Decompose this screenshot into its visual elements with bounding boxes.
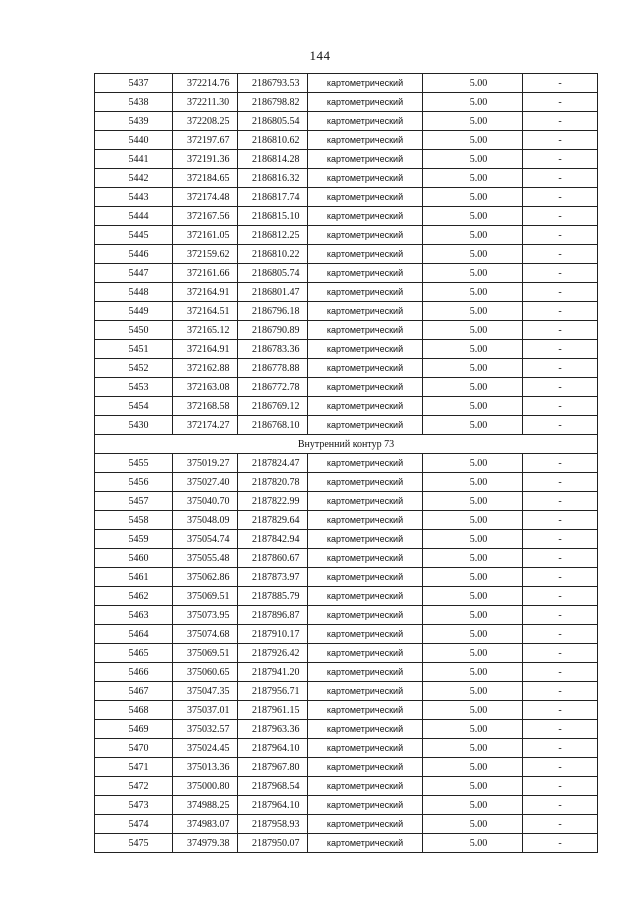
method-cell: картометрический [308, 93, 423, 112]
y-coordinate-cell: 2187829.64 [238, 511, 308, 530]
method-cell: картометрический [308, 321, 423, 340]
table-row [95, 701, 598, 720]
error-cell: 5.00 [423, 131, 523, 150]
note-cell: - [523, 264, 598, 283]
error-cell: 5.00 [423, 549, 523, 568]
table-row [95, 93, 598, 112]
error-cell: 5.00 [423, 302, 523, 321]
x-coordinate-cell: 372191.36 [173, 150, 238, 169]
point-number-cell: 5453 [95, 378, 173, 397]
method-cell: картометрический [308, 150, 423, 169]
table-row [95, 511, 598, 530]
point-number-cell: 5466 [95, 663, 173, 682]
x-coordinate-cell: 375069.51 [173, 644, 238, 663]
y-coordinate-cell: 2186816.32 [238, 169, 308, 188]
x-coordinate-cell: 375019.27 [173, 454, 238, 473]
method-cell: картометрический [308, 283, 423, 302]
method-cell: картометрический [308, 644, 423, 663]
table-row [95, 739, 598, 758]
table-row [95, 188, 598, 207]
note-cell: - [523, 397, 598, 416]
method-cell: картометрический [308, 74, 423, 93]
x-coordinate-cell: 372168.58 [173, 397, 238, 416]
error-cell: 5.00 [423, 568, 523, 587]
x-coordinate-cell: 375013.36 [173, 758, 238, 777]
note-cell: - [523, 226, 598, 245]
method-cell: картометрический [308, 131, 423, 150]
table-row [95, 492, 598, 511]
error-cell: 5.00 [423, 264, 523, 283]
error-cell: 5.00 [423, 492, 523, 511]
error-cell: 5.00 [423, 834, 523, 853]
note-cell: - [523, 131, 598, 150]
point-number-cell: 5441 [95, 150, 173, 169]
point-number-cell: 5443 [95, 188, 173, 207]
note-cell: - [523, 188, 598, 207]
point-number-cell: 5447 [95, 264, 173, 283]
table-row [95, 74, 598, 93]
error-cell: 5.00 [423, 226, 523, 245]
y-coordinate-cell: 2186783.36 [238, 340, 308, 359]
method-cell: картометрический [308, 492, 423, 511]
method-cell: картометрический [308, 226, 423, 245]
table-row [95, 473, 598, 492]
point-number-cell: 5469 [95, 720, 173, 739]
table-row [95, 416, 598, 435]
y-coordinate-cell: 2187958.93 [238, 815, 308, 834]
x-coordinate-cell: 372165.12 [173, 321, 238, 340]
point-number-cell: 5452 [95, 359, 173, 378]
section-header-row [95, 435, 598, 454]
y-coordinate-cell: 2187964.10 [238, 739, 308, 758]
method-cell: картометрический [308, 397, 423, 416]
method-cell: картометрический [308, 188, 423, 207]
method-cell: картометрический [308, 340, 423, 359]
point-number-cell: 5458 [95, 511, 173, 530]
note-cell: - [523, 340, 598, 359]
x-coordinate-cell: 375074.68 [173, 625, 238, 644]
table-row [95, 549, 598, 568]
x-coordinate-cell: 375027.40 [173, 473, 238, 492]
note-cell: - [523, 416, 598, 435]
note-cell: - [523, 777, 598, 796]
section-title: Внутренний контур 73 [95, 435, 598, 454]
table-row [95, 112, 598, 131]
table-row [95, 245, 598, 264]
point-number-cell: 5467 [95, 682, 173, 701]
point-number-cell: 5471 [95, 758, 173, 777]
x-coordinate-cell: 375040.70 [173, 492, 238, 511]
point-number-cell: 5442 [95, 169, 173, 188]
table-row [95, 378, 598, 397]
method-cell: картометрический [308, 587, 423, 606]
error-cell: 5.00 [423, 701, 523, 720]
x-coordinate-cell: 372208.25 [173, 112, 238, 131]
y-coordinate-cell: 2186801.47 [238, 283, 308, 302]
method-cell: картометрический [308, 112, 423, 131]
x-coordinate-cell: 372174.48 [173, 188, 238, 207]
method-cell: картометрический [308, 739, 423, 758]
method-cell: картометрический [308, 549, 423, 568]
x-coordinate-cell: 372162.88 [173, 359, 238, 378]
error-cell: 5.00 [423, 758, 523, 777]
error-cell: 5.00 [423, 283, 523, 302]
point-number-cell: 5463 [95, 606, 173, 625]
table-row [95, 606, 598, 625]
note-cell: - [523, 207, 598, 226]
y-coordinate-cell: 2186798.82 [238, 93, 308, 112]
error-cell: 5.00 [423, 587, 523, 606]
point-number-cell: 5430 [95, 416, 173, 435]
x-coordinate-cell: 372167.56 [173, 207, 238, 226]
x-coordinate-cell: 372164.91 [173, 283, 238, 302]
point-number-cell: 5474 [95, 815, 173, 834]
y-coordinate-cell: 2187963.36 [238, 720, 308, 739]
point-number-cell: 5464 [95, 625, 173, 644]
x-coordinate-cell: 375000.80 [173, 777, 238, 796]
point-number-cell: 5439 [95, 112, 173, 131]
error-cell: 5.00 [423, 511, 523, 530]
point-number-cell: 5455 [95, 454, 173, 473]
error-cell: 5.00 [423, 188, 523, 207]
x-coordinate-cell: 372164.51 [173, 302, 238, 321]
y-coordinate-cell: 2187873.97 [238, 568, 308, 587]
method-cell: картометрический [308, 416, 423, 435]
method-cell: картометрический [308, 473, 423, 492]
table-row [95, 758, 598, 777]
y-coordinate-cell: 2187885.79 [238, 587, 308, 606]
note-cell: - [523, 112, 598, 131]
point-number-cell: 5440 [95, 131, 173, 150]
note-cell: - [523, 625, 598, 644]
y-coordinate-cell: 2186796.18 [238, 302, 308, 321]
x-coordinate-cell: 375054.74 [173, 530, 238, 549]
page-number: 144 [309, 48, 331, 63]
x-coordinate-cell: 375062.86 [173, 568, 238, 587]
table-row [95, 169, 598, 188]
note-cell: - [523, 245, 598, 264]
y-coordinate-cell: 2187956.71 [238, 682, 308, 701]
table-row [95, 340, 598, 359]
y-coordinate-cell: 2187910.17 [238, 625, 308, 644]
y-coordinate-cell: 2187820.78 [238, 473, 308, 492]
point-number-cell: 5462 [95, 587, 173, 606]
method-cell: картометрический [308, 720, 423, 739]
error-cell: 5.00 [423, 112, 523, 131]
table-row [95, 663, 598, 682]
x-coordinate-cell: 374983.07 [173, 815, 238, 834]
note-cell: - [523, 682, 598, 701]
point-number-cell: 5468 [95, 701, 173, 720]
method-cell: картометрический [308, 606, 423, 625]
method-cell: картометрический [308, 701, 423, 720]
table-row [95, 226, 598, 245]
note-cell: - [523, 701, 598, 720]
error-cell: 5.00 [423, 397, 523, 416]
note-cell: - [523, 511, 598, 530]
y-coordinate-cell: 2186810.62 [238, 131, 308, 150]
y-coordinate-cell: 2186768.10 [238, 416, 308, 435]
error-cell: 5.00 [423, 530, 523, 549]
y-coordinate-cell: 2186769.12 [238, 397, 308, 416]
table-row [95, 682, 598, 701]
error-cell: 5.00 [423, 739, 523, 758]
table-row [95, 796, 598, 815]
method-cell: картометрический [308, 625, 423, 644]
point-number-cell: 5451 [95, 340, 173, 359]
coordinates-table [94, 73, 598, 853]
y-coordinate-cell: 2187860.67 [238, 549, 308, 568]
error-cell: 5.00 [423, 359, 523, 378]
x-coordinate-cell: 375073.95 [173, 606, 238, 625]
y-coordinate-cell: 2186805.54 [238, 112, 308, 131]
method-cell: картометрический [308, 568, 423, 587]
x-coordinate-cell: 372161.05 [173, 226, 238, 245]
y-coordinate-cell: 2186812.25 [238, 226, 308, 245]
x-coordinate-cell: 372214.76 [173, 74, 238, 93]
x-coordinate-cell: 372197.67 [173, 131, 238, 150]
method-cell: картометрический [308, 777, 423, 796]
table-row [95, 777, 598, 796]
note-cell: - [523, 150, 598, 169]
x-coordinate-cell: 375048.09 [173, 511, 238, 530]
method-cell: картометрический [308, 758, 423, 777]
y-coordinate-cell: 2187824.47 [238, 454, 308, 473]
y-coordinate-cell: 2186772.78 [238, 378, 308, 397]
point-number-cell: 5437 [95, 74, 173, 93]
method-cell: картометрический [308, 834, 423, 853]
point-number-cell: 5438 [95, 93, 173, 112]
x-coordinate-cell: 372161.66 [173, 264, 238, 283]
error-cell: 5.00 [423, 815, 523, 834]
note-cell: - [523, 359, 598, 378]
y-coordinate-cell: 2186805.74 [238, 264, 308, 283]
table-row [95, 302, 598, 321]
point-number-cell: 5450 [95, 321, 173, 340]
method-cell: картометрический [308, 815, 423, 834]
table-row [95, 815, 598, 834]
error-cell: 5.00 [423, 169, 523, 188]
note-cell: - [523, 739, 598, 758]
error-cell: 5.00 [423, 93, 523, 112]
method-cell: картометрический [308, 378, 423, 397]
table-row [95, 644, 598, 663]
note-cell: - [523, 720, 598, 739]
note-cell: - [523, 549, 598, 568]
note-cell: - [523, 568, 598, 587]
error-cell: 5.00 [423, 663, 523, 682]
point-number-cell: 5473 [95, 796, 173, 815]
x-coordinate-cell: 372163.08 [173, 378, 238, 397]
error-cell: 5.00 [423, 777, 523, 796]
error-cell: 5.00 [423, 150, 523, 169]
method-cell: картометрический [308, 796, 423, 815]
note-cell: - [523, 169, 598, 188]
error-cell: 5.00 [423, 321, 523, 340]
point-number-cell: 5465 [95, 644, 173, 663]
point-number-cell: 5459 [95, 530, 173, 549]
y-coordinate-cell: 2187842.94 [238, 530, 308, 549]
table-row [95, 207, 598, 226]
error-cell: 5.00 [423, 340, 523, 359]
x-coordinate-cell: 375047.35 [173, 682, 238, 701]
point-number-cell: 5454 [95, 397, 173, 416]
point-number-cell: 5445 [95, 226, 173, 245]
x-coordinate-cell: 374988.25 [173, 796, 238, 815]
y-coordinate-cell: 2186778.88 [238, 359, 308, 378]
y-coordinate-cell: 2186815.10 [238, 207, 308, 226]
note-cell: - [523, 587, 598, 606]
method-cell: картометрический [308, 454, 423, 473]
note-cell: - [523, 663, 598, 682]
method-cell: картометрический [308, 511, 423, 530]
error-cell: 5.00 [423, 74, 523, 93]
point-number-cell: 5448 [95, 283, 173, 302]
y-coordinate-cell: 2187896.87 [238, 606, 308, 625]
note-cell: - [523, 606, 598, 625]
coordinates-table-body [95, 74, 598, 853]
note-cell: - [523, 473, 598, 492]
point-number-cell: 5446 [95, 245, 173, 264]
table-row [95, 587, 598, 606]
point-number-cell: 5444 [95, 207, 173, 226]
note-cell: - [523, 321, 598, 340]
error-cell: 5.00 [423, 625, 523, 644]
note-cell: - [523, 834, 598, 853]
table-row [95, 720, 598, 739]
y-coordinate-cell: 2186817.74 [238, 188, 308, 207]
note-cell: - [523, 815, 598, 834]
note-cell: - [523, 283, 598, 302]
table-row [95, 454, 598, 473]
table-row [95, 150, 598, 169]
x-coordinate-cell: 375069.51 [173, 587, 238, 606]
method-cell: картометрический [308, 359, 423, 378]
method-cell: картометрический [308, 682, 423, 701]
table-row [95, 264, 598, 283]
y-coordinate-cell: 2187967.80 [238, 758, 308, 777]
x-coordinate-cell: 375024.45 [173, 739, 238, 758]
table-row [95, 834, 598, 853]
method-cell: картометрический [308, 663, 423, 682]
table-row [95, 530, 598, 549]
error-cell: 5.00 [423, 454, 523, 473]
note-cell: - [523, 93, 598, 112]
error-cell: 5.00 [423, 644, 523, 663]
note-cell: - [523, 302, 598, 321]
table-row [95, 625, 598, 644]
table-row [95, 321, 598, 340]
y-coordinate-cell: 2186814.28 [238, 150, 308, 169]
note-cell: - [523, 644, 598, 663]
method-cell: картометрический [308, 530, 423, 549]
x-coordinate-cell: 375055.48 [173, 549, 238, 568]
x-coordinate-cell: 372174.27 [173, 416, 238, 435]
point-number-cell: 5470 [95, 739, 173, 758]
y-coordinate-cell: 2187950.07 [238, 834, 308, 853]
y-coordinate-cell: 2186810.22 [238, 245, 308, 264]
y-coordinate-cell: 2186793.53 [238, 74, 308, 93]
y-coordinate-cell: 2187968.54 [238, 777, 308, 796]
method-cell: картометрический [308, 207, 423, 226]
x-coordinate-cell: 374979.38 [173, 834, 238, 853]
method-cell: картометрический [308, 264, 423, 283]
note-cell: - [523, 796, 598, 815]
table-row [95, 397, 598, 416]
x-coordinate-cell: 375037.01 [173, 701, 238, 720]
method-cell: картометрический [308, 302, 423, 321]
x-coordinate-cell: 372164.91 [173, 340, 238, 359]
x-coordinate-cell: 375032.57 [173, 720, 238, 739]
point-number-cell: 5456 [95, 473, 173, 492]
error-cell: 5.00 [423, 682, 523, 701]
x-coordinate-cell: 375060.65 [173, 663, 238, 682]
y-coordinate-cell: 2187961.15 [238, 701, 308, 720]
y-coordinate-cell: 2186790.89 [238, 321, 308, 340]
note-cell: - [523, 74, 598, 93]
point-number-cell: 5475 [95, 834, 173, 853]
error-cell: 5.00 [423, 416, 523, 435]
table-row [95, 131, 598, 150]
error-cell: 5.00 [423, 207, 523, 226]
point-number-cell: 5461 [95, 568, 173, 587]
y-coordinate-cell: 2187941.20 [238, 663, 308, 682]
note-cell: - [523, 378, 598, 397]
method-cell: картометрический [308, 169, 423, 188]
note-cell: - [523, 530, 598, 549]
table-row [95, 568, 598, 587]
y-coordinate-cell: 2187822.99 [238, 492, 308, 511]
y-coordinate-cell: 2187964.10 [238, 796, 308, 815]
note-cell: - [523, 492, 598, 511]
x-coordinate-cell: 372211.30 [173, 93, 238, 112]
x-coordinate-cell: 372159.62 [173, 245, 238, 264]
error-cell: 5.00 [423, 796, 523, 815]
error-cell: 5.00 [423, 245, 523, 264]
y-coordinate-cell: 2187926.42 [238, 644, 308, 663]
method-cell: картометрический [308, 245, 423, 264]
error-cell: 5.00 [423, 473, 523, 492]
error-cell: 5.00 [423, 606, 523, 625]
point-number-cell: 5472 [95, 777, 173, 796]
point-number-cell: 5449 [95, 302, 173, 321]
point-number-cell: 5460 [95, 549, 173, 568]
error-cell: 5.00 [423, 720, 523, 739]
table-row [95, 283, 598, 302]
note-cell: - [523, 454, 598, 473]
error-cell: 5.00 [423, 378, 523, 397]
note-cell: - [523, 758, 598, 777]
table-row [95, 359, 598, 378]
point-number-cell: 5457 [95, 492, 173, 511]
x-coordinate-cell: 372184.65 [173, 169, 238, 188]
